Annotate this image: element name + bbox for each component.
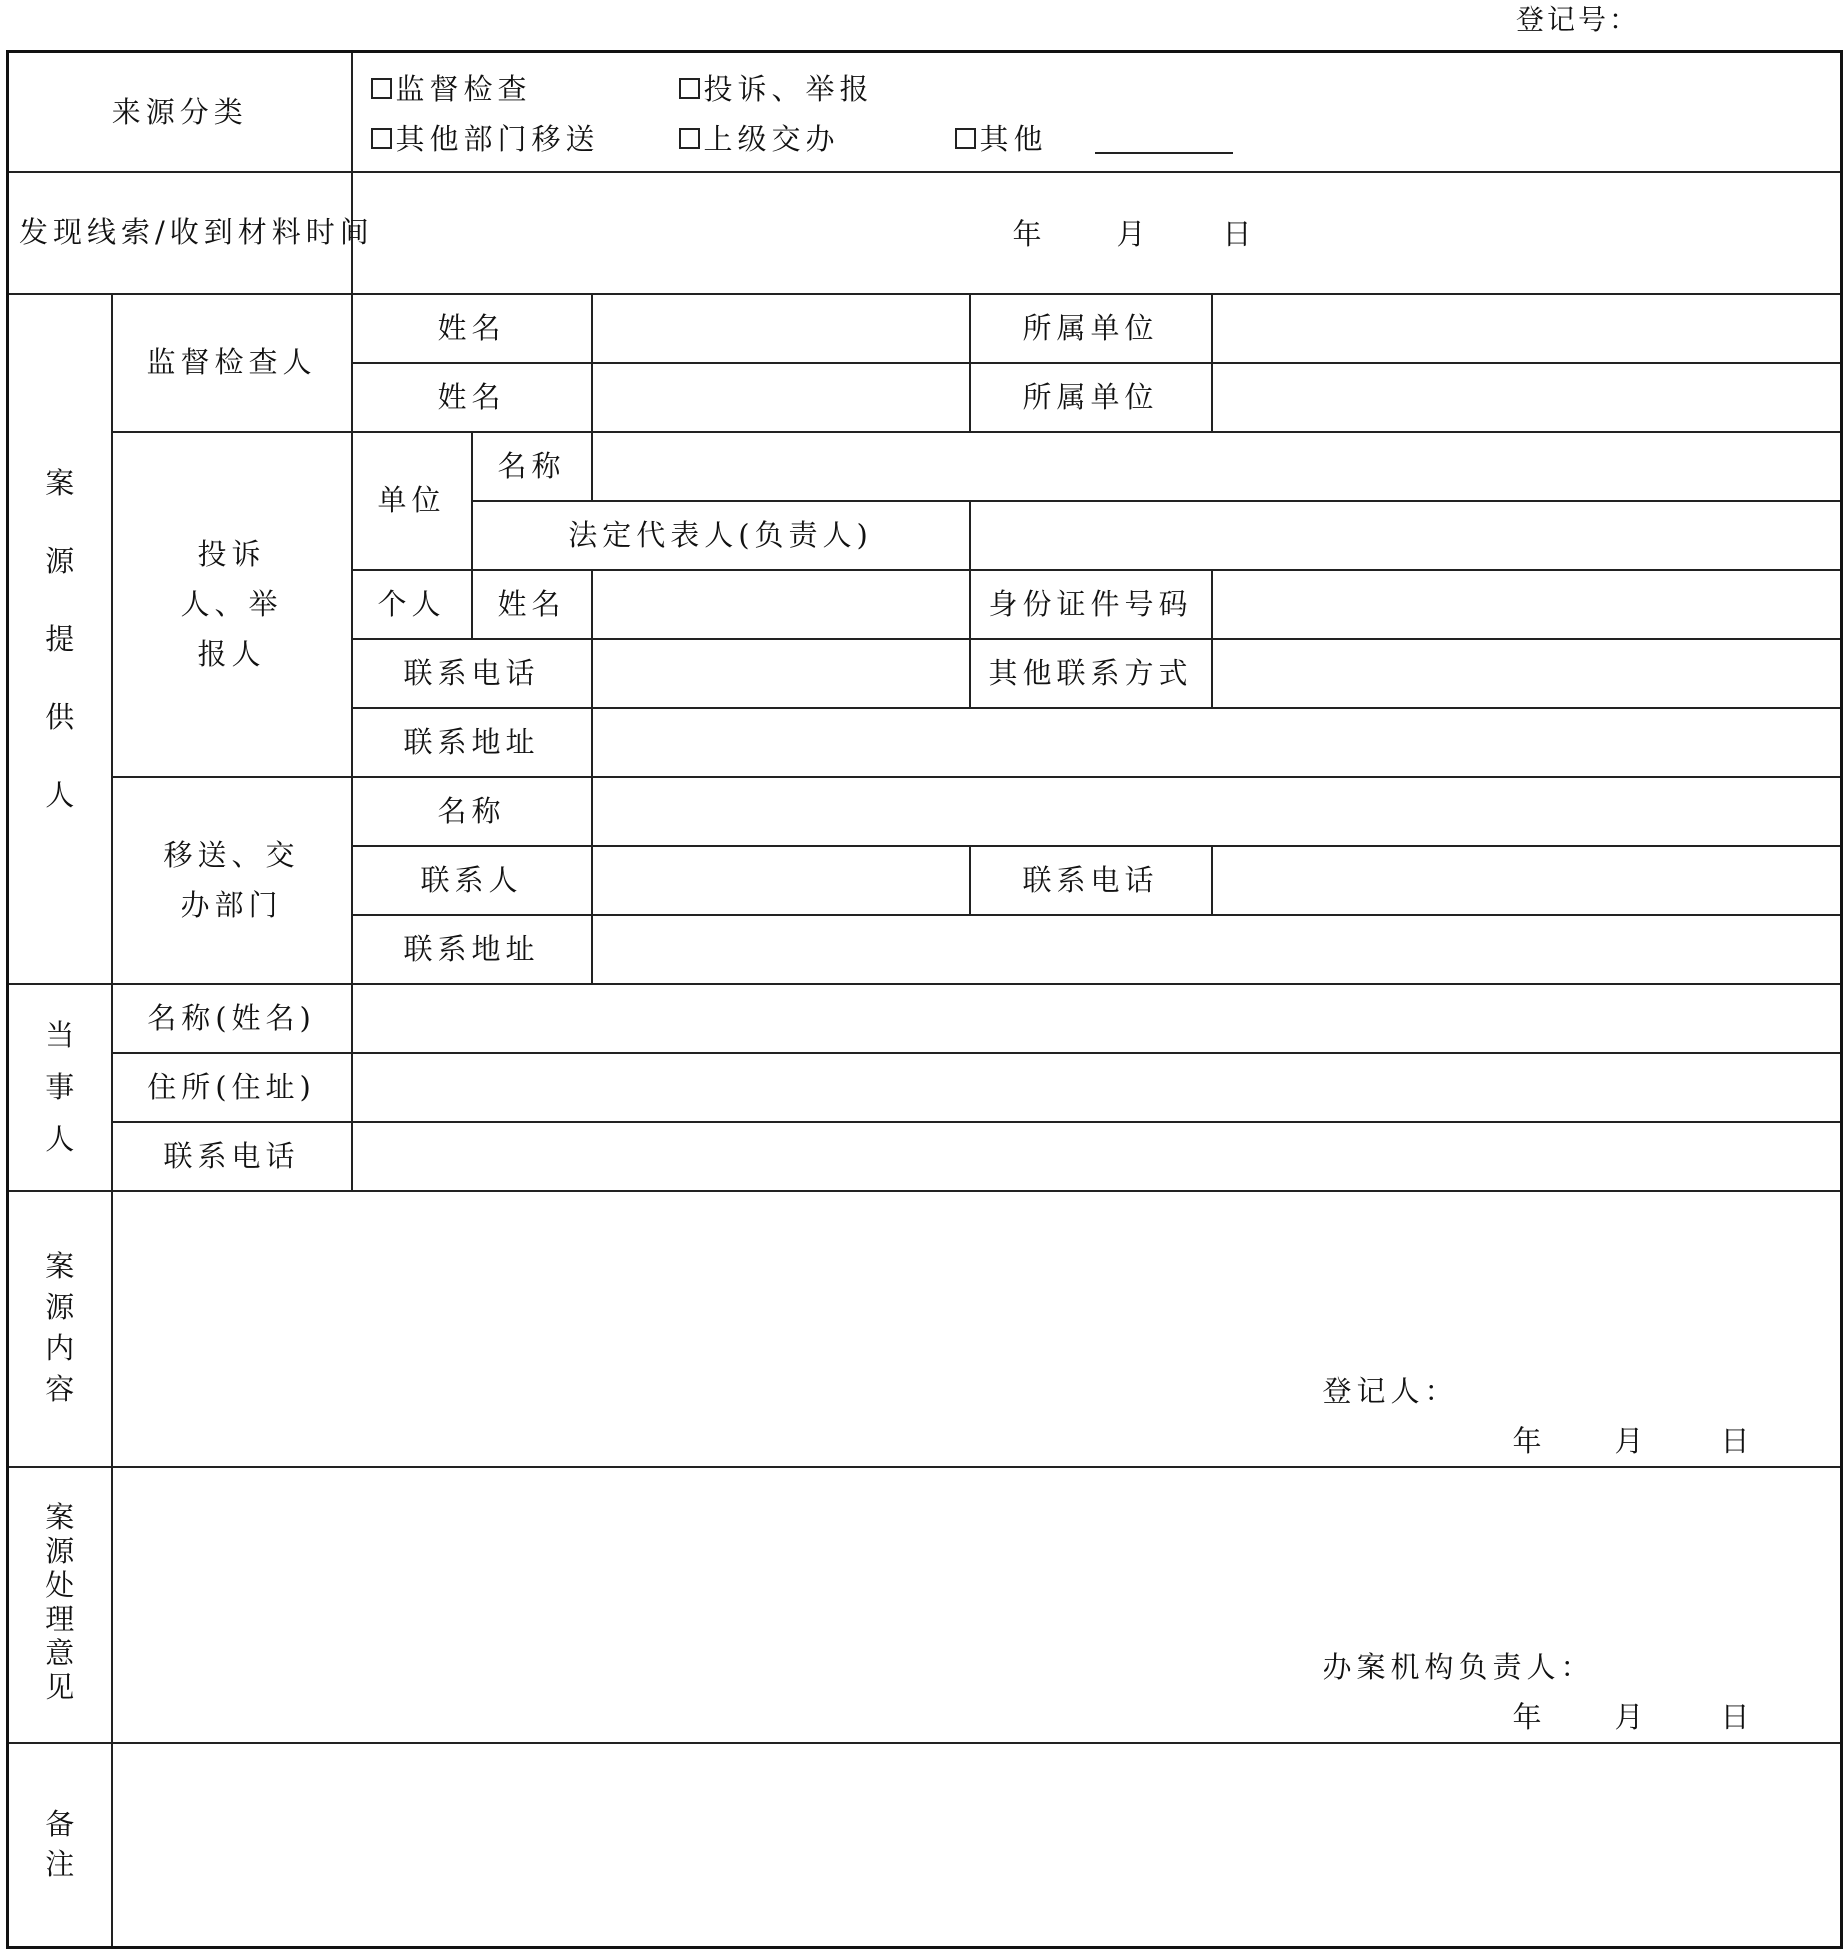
case-head-label: 办案机构负责人： bbox=[1322, 1649, 1595, 1684]
source-options-cell bbox=[352, 52, 1842, 172]
transfer-contact-label: 联系人 bbox=[352, 846, 592, 915]
checkbox-icon[interactable] bbox=[679, 128, 700, 149]
complainant-label-cell bbox=[112, 432, 352, 777]
complainant-label: 投诉人、举报人 bbox=[180, 537, 283, 671]
opinion-field[interactable] bbox=[112, 1467, 1842, 1743]
remarks-row bbox=[8, 1743, 1842, 1948]
opinion-date-year: 年 bbox=[1512, 1699, 1547, 1734]
discovery-date-cell[interactable] bbox=[352, 172, 1842, 294]
content-date-month: 月 bbox=[1614, 1423, 1649, 1458]
opinion-date-month: 月 bbox=[1614, 1699, 1649, 1734]
party-phone-field[interactable] bbox=[352, 1122, 1842, 1191]
transfer-phone-label: 联系电话 bbox=[970, 846, 1212, 915]
party-address-label: 住所(住址) bbox=[112, 1053, 352, 1122]
complainant-id-field[interactable] bbox=[1212, 570, 1842, 639]
party-label: 当事人 bbox=[45, 1018, 75, 1156]
complainant-person-name-label: 姓名 bbox=[472, 570, 592, 639]
content-field[interactable] bbox=[112, 1191, 1842, 1467]
inspector-name-label: 姓名 bbox=[352, 294, 592, 363]
provider-label: 案源提供人 bbox=[45, 465, 75, 812]
party-address-field[interactable] bbox=[352, 1053, 1842, 1122]
complainant-other-contact-label: 其他联系方式 bbox=[970, 639, 1212, 708]
inspector-name-field[interactable] bbox=[592, 294, 970, 363]
content-label: 案源内容 bbox=[45, 1249, 75, 1407]
transfer-name-row bbox=[8, 777, 1842, 846]
complainant-address-label: 联系地址 bbox=[352, 708, 592, 777]
remarks-label: 备注 bbox=[45, 1807, 75, 1882]
complainant-person-name-field[interactable] bbox=[592, 570, 970, 639]
party-label-cell bbox=[8, 984, 112, 1191]
inspector-unit-field[interactable] bbox=[1212, 294, 1842, 363]
complainant-unit-label: 单位 bbox=[352, 432, 472, 570]
source-label: 来源分类 bbox=[8, 52, 352, 172]
option-transfer[interactable]: 其他部门移送 bbox=[371, 118, 600, 160]
remarks-label-cell bbox=[8, 1743, 112, 1948]
complainant-unit-name-row bbox=[8, 432, 1842, 501]
complainant-phone-field[interactable] bbox=[592, 639, 970, 708]
content-label-cell bbox=[8, 1191, 112, 1467]
party-name-field[interactable] bbox=[352, 984, 1842, 1053]
provider-label-cell bbox=[8, 294, 112, 984]
complainant-unit-name-field[interactable] bbox=[592, 432, 1842, 501]
date-year: 年 bbox=[1012, 216, 1047, 251]
complainant-address-field[interactable] bbox=[592, 708, 1842, 777]
transfer-address-label: 联系地址 bbox=[352, 915, 592, 984]
opinion-row bbox=[8, 1467, 1842, 1743]
checkbox-icon[interactable] bbox=[371, 128, 392, 149]
option-complaint[interactable]: 投诉、举报 bbox=[679, 68, 874, 110]
transfer-address-field[interactable] bbox=[592, 915, 1842, 984]
registration-number-label: 登记号： bbox=[1516, 3, 1641, 36]
transfer-name-label: 名称 bbox=[352, 777, 592, 846]
option-other[interactable]: 其他 bbox=[955, 118, 1048, 160]
checkbox-icon[interactable] bbox=[679, 78, 700, 99]
complainant-other-contact-field[interactable] bbox=[1212, 639, 1842, 708]
source-row bbox=[8, 52, 1842, 172]
complainant-legal-rep-field[interactable] bbox=[970, 501, 1842, 570]
opinion-label: 案源处理意见 bbox=[45, 1500, 75, 1705]
date-month: 月 bbox=[1116, 216, 1151, 251]
inspector-unit-label: 所属单位 bbox=[970, 363, 1212, 432]
transfer-label: 移送、交办部门 bbox=[163, 838, 300, 922]
transfer-name-field[interactable] bbox=[592, 777, 1842, 846]
discovery-row bbox=[8, 172, 1842, 294]
content-row bbox=[8, 1191, 1842, 1467]
party-name-label: 名称(姓名) bbox=[112, 984, 352, 1053]
complainant-id-label: 身份证件号码 bbox=[970, 570, 1212, 639]
inspector-unit-label: 所属单位 bbox=[970, 294, 1212, 363]
date-day: 日 bbox=[1222, 216, 1257, 251]
checkbox-icon[interactable] bbox=[955, 128, 976, 149]
complainant-unit-name-label: 名称 bbox=[472, 432, 592, 501]
party-phone-row bbox=[8, 1122, 1842, 1191]
party-name-row bbox=[8, 984, 1842, 1053]
inspector-unit-field[interactable] bbox=[1212, 363, 1842, 432]
case-source-form bbox=[6, 50, 1843, 1949]
inspector-name-field[interactable] bbox=[592, 363, 970, 432]
complainant-individual-label: 个人 bbox=[352, 570, 472, 639]
checkbox-icon[interactable] bbox=[371, 78, 392, 99]
remarks-field[interactable] bbox=[112, 1743, 1842, 1948]
discovery-label: 发现线索/收到材料时间 bbox=[8, 172, 352, 294]
other-blank-line[interactable] bbox=[1095, 152, 1233, 154]
inspector-name-label: 姓名 bbox=[352, 363, 592, 432]
complainant-legal-rep-label: 法定代表人(负责人) bbox=[472, 501, 970, 570]
transfer-label-cell bbox=[112, 777, 352, 984]
inspector-label: 监督检查人 bbox=[112, 294, 352, 432]
registrar-label: 登记人： bbox=[1322, 1373, 1459, 1408]
content-date-day: 日 bbox=[1720, 1423, 1755, 1458]
complainant-phone-label: 联系电话 bbox=[352, 639, 592, 708]
party-address-row bbox=[8, 1053, 1842, 1122]
option-inspection[interactable]: 监督检查 bbox=[371, 68, 532, 110]
transfer-phone-field[interactable] bbox=[1212, 846, 1842, 915]
content-date-year: 年 bbox=[1512, 1423, 1547, 1458]
transfer-contact-field[interactable] bbox=[592, 846, 970, 915]
party-phone-label: 联系电话 bbox=[112, 1122, 352, 1191]
opinion-label-cell bbox=[8, 1467, 112, 1743]
opinion-date-day: 日 bbox=[1720, 1699, 1755, 1734]
option-superior[interactable]: 上级交办 bbox=[679, 118, 840, 160]
inspector-row-1 bbox=[8, 294, 1842, 363]
